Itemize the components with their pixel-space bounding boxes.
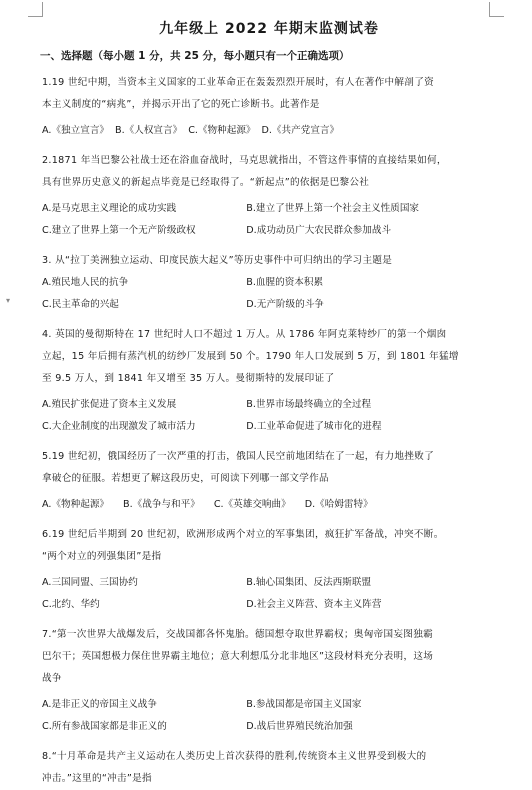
option-b[interactable]: B.参战国都是帝国主义国家 bbox=[246, 699, 362, 710]
question-text-line: “两个对立的列强集团”是指 bbox=[42, 551, 162, 562]
option-d[interactable]: D.工业革命促进了城市化的进程 bbox=[246, 421, 382, 432]
option-c[interactable]: C.民主革命的兴起 bbox=[42, 299, 119, 310]
option-d[interactable]: D.《哈姆雷特》 bbox=[304, 499, 373, 510]
question-text-line: 2.1871 年当巴黎公社战士还在浴血奋战时，马克思就指出，不管这件事情的直接结果如何， bbox=[42, 155, 447, 166]
question-5 bbox=[42, 446, 496, 516]
option-d[interactable]: D.《共产党宣言》 bbox=[261, 125, 340, 136]
question-text-line: 立起，15 年后拥有蒸汽机的纺纱厂发展到 50 个。1790 年人口发展到 5 万，到 1801 年猛增 bbox=[42, 351, 459, 362]
question-text-line: 4. 英国的曼彻斯特在 17 世纪时人口不超过 1 万人。从 1786 年阿克莱特纱厂的第一个烟囱 bbox=[42, 329, 447, 340]
option-c[interactable]: C.《物种起源》 bbox=[188, 125, 256, 136]
question-3 bbox=[42, 250, 496, 316]
options bbox=[42, 494, 496, 516]
crop-mark-top-right bbox=[489, 2, 504, 17]
option-a[interactable]: A.殖民扩张促进了资本主义发展 bbox=[42, 399, 177, 410]
question-1 bbox=[42, 72, 496, 142]
option-b[interactable]: B.《人权宣言》 bbox=[115, 125, 183, 136]
question-text-line: 至 9.5 万人，到 1841 年又增至 35 万人。曼彻斯特的发展印证了 bbox=[42, 373, 335, 384]
option-b[interactable]: B.建立了世界上第一个社会主义性质国家 bbox=[246, 203, 420, 214]
question-4 bbox=[42, 324, 496, 438]
question-7 bbox=[42, 624, 496, 738]
option-d[interactable]: D.成功动员广大农民群众参加战斗 bbox=[246, 225, 392, 236]
page-title: 九年级上 2022 年期末监测试卷 bbox=[159, 21, 379, 37]
option-b[interactable]: B.轴心国集团、反法西斯联盟 bbox=[246, 577, 372, 588]
options bbox=[42, 572, 496, 616]
question-text-line: 8.“十月革命是共产主义运动在人类历史上首次获得的胜利,传统资本主义世界受到极大的 bbox=[42, 751, 427, 762]
option-c[interactable]: C.北约、华约 bbox=[42, 599, 100, 610]
question-8 bbox=[42, 746, 496, 790]
question-text-line: 6.19 世纪后半期到 20 世纪初，欧洲形成两个对立的军事集团，疯狂扩军备战，冲突不断。 bbox=[42, 529, 444, 540]
question-text-line: 具有世界历史意义的新起点毕竟是已经取得了。“新起点”的依据是巴黎公社 bbox=[42, 177, 370, 188]
option-d[interactable]: D.战后世界殖民统治加强 bbox=[246, 721, 353, 732]
question-text-line: 拿破仑的征服。若想更了解这段历史，可阅读下列哪一部文学作品 bbox=[42, 473, 329, 484]
question-text-line: 5.19 世纪初，俄国经历了一次严重的打击，俄国人民空前地团结在了一起，有力地挫败了 bbox=[42, 451, 434, 462]
question-6 bbox=[42, 524, 496, 616]
option-b[interactable]: B.血腥的资本积累 bbox=[246, 277, 324, 288]
question-text-line: 3. 从“拉丁美洲独立运动、印度民族大起义”等历史事件中可归纳出的学习主题是 bbox=[42, 255, 393, 266]
question-text-line: 战争 bbox=[42, 673, 62, 684]
option-b[interactable]: B.世界市场最终确立的全过程 bbox=[246, 399, 372, 410]
option-a[interactable]: A.《独立宣言》 bbox=[42, 125, 110, 136]
section-heading: 一、选择题（每小题 1 分，共 25 分，每小题只有一个正确选项） bbox=[40, 50, 350, 62]
options bbox=[42, 198, 496, 242]
question-text-line: 本主义制度的“病兆”，并揭示开出了它的死亡诊断书。此著作是 bbox=[42, 99, 320, 110]
exam-page bbox=[42, 18, 496, 790]
question-text-line: 巴尔干；英国想极力保住世界霸主地位；意大利想瓜分北非地区”这段材料充分表明，这场 bbox=[42, 651, 434, 662]
option-a[interactable]: A.《物种起源》 bbox=[42, 499, 110, 510]
question-text-line: 冲击。”这里的“冲击”是指 bbox=[42, 773, 152, 784]
option-c[interactable]: C.大企业制度的出现激发了城市活力 bbox=[42, 421, 196, 432]
option-d[interactable]: D.无产阶级的斗争 bbox=[246, 299, 324, 310]
options bbox=[42, 694, 496, 738]
option-b[interactable]: B.《战争与和平》 bbox=[123, 499, 200, 510]
question-text-line: 7.“第一次世界大战爆发后，交战国都各怀鬼胎。德国想夺取世界霸权；奥匈帝国妄图独霸 bbox=[42, 629, 433, 640]
options bbox=[42, 272, 496, 316]
options bbox=[42, 394, 496, 438]
crop-mark-top-left bbox=[28, 2, 43, 17]
option-c[interactable]: C.《英雄交响曲》 bbox=[213, 499, 291, 510]
option-c[interactable]: C.所有参战国家都是非正义的 bbox=[42, 721, 167, 732]
option-a[interactable]: A.殖民地人民的抗争 bbox=[42, 277, 129, 288]
option-a[interactable]: A.是马克思主义理论的成功实践 bbox=[42, 203, 177, 214]
option-a[interactable]: A.三国同盟、三国协约 bbox=[42, 577, 138, 588]
option-c[interactable]: C.建立了世界上第一个无产阶级政权 bbox=[42, 225, 196, 236]
question-2 bbox=[42, 150, 496, 242]
options bbox=[42, 120, 496, 142]
margin-marker-icon: ▾ bbox=[6, 296, 11, 305]
question-text-line: 1.19 世纪中期，当资本主义国家的工业革命正在轰轰烈烈开展时，有人在著作中解剖了资 bbox=[42, 77, 434, 88]
option-d[interactable]: D.社会主义阵营、资本主义阵营 bbox=[246, 599, 382, 610]
option-a[interactable]: A.是非正义的帝国主义战争 bbox=[42, 699, 157, 710]
